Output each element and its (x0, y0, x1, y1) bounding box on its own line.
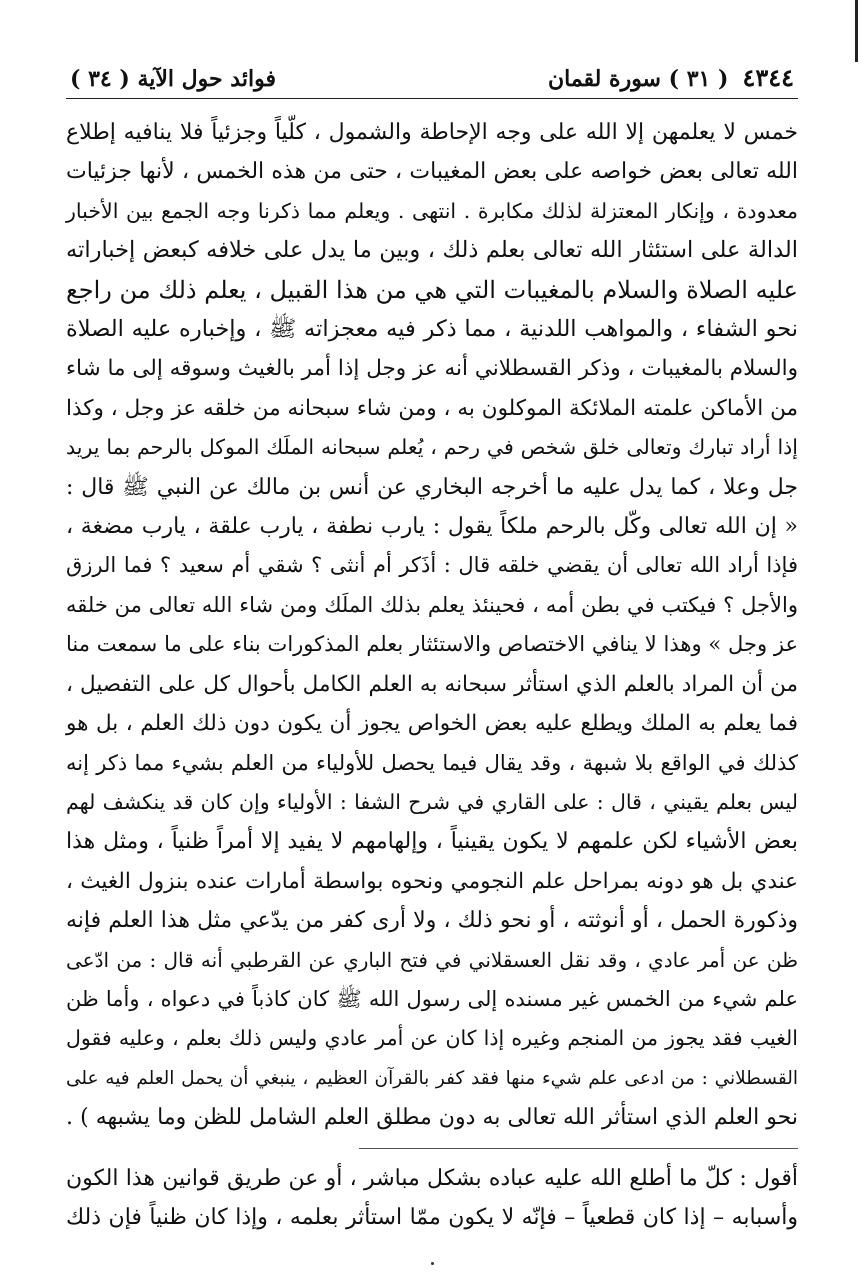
text-line: علم شيء من الخمس غير مسنده إلى رسول الله ﷺ كان كاذباً في دعواه ، وأما ظن (66, 986, 798, 1011)
text-line: وأسبابه – إذا كان قطعياً – فإنّه لا يكون ممّا استأثر بعلمه ، وإذا كان ظنياً فإن ذلك (66, 1204, 798, 1230)
text-line: جل وعلا ، كما يدل عليه ما أخرجه البخاري عن أنس بن مالك عن النبي ﷺ قال : (66, 474, 798, 500)
paragraph-2 (66, 1159, 798, 1238)
text-line: والسلام بالمغيبات ، وذكر القسطلاني أنه عز وجل إذا أمر بالغيث وسوقه إلى ما شاء (65, 356, 798, 382)
text-line: نحو العلم الذي استأثر الله تعالى به دون مطلق العلم الشامل للظن وما يشبهه ) . (66, 1105, 798, 1131)
text-line: كذلك في الواقع بلا شبهة ، وقد يقال فيما يحصل للأولياء من العلم بشيء مما ذكر إنه (66, 750, 798, 775)
page-number: ٤٣٤٤ (742, 63, 794, 92)
main-text (66, 113, 798, 1237)
text-line: « إن الله تعالى وكّل بالرحم ملكاً يقول : يارب نطفة ، يارب علقة ، يارب مضغة ، (66, 514, 798, 540)
page-mark (431, 1262, 434, 1265)
text-line: الله تعالى بعض خواصه على بعض المغيبات ، حتى من هذه الخمس ، لأنها جزئيات (66, 159, 798, 185)
text-line: عندي بل هو دونه بمراحل علم النجومي ونحوه بواسطة أمارات عنده بنزول الغيث ، (66, 868, 798, 894)
text-line: والأجل ؟ فيكتب في بطن أمه ، فحينئذ يعلم بذلك الملَك ومن شاء الله تعالى من خلقه (66, 592, 798, 617)
text-line: القسطلاني : من ادعى علم شيء منها فقد كفر بالقرآن العظيم ، ينبغي أن يحمل العلم فيه على (66, 1067, 798, 1089)
text-line: خمس لا يعلمهن إلا الله على وجه الإحاطة والشمول ، كلّياً وجزئياً فلا ينافيه إطلاع (66, 120, 798, 145)
text-line: من الأماكن علمته الملائكة الموكلون به ، ومن شاء سبحانه من خلقه عز وجل ، وكذا (66, 395, 798, 421)
text-line: من أن المراد بالعلم الذي استأثر سبحانه به العلم الكامل بأحوال كل على التفصيل ، (66, 671, 798, 697)
surah-title: ( ٣١ ) سورة لقمان (547, 66, 729, 92)
paragraph-divider (359, 1148, 798, 1149)
section-title: فوائد حول الآية ( ٣٤ ) (70, 66, 276, 92)
margin-mark (855, 0, 858, 62)
text-line: الدالة على استئثار الله تعالى بعلم ذلك ، وبين ما يدل على خلافه كبعض إخباراته (66, 237, 798, 264)
running-header (66, 56, 798, 99)
text-line: الغيب فقد يجوز من المنجم وغيره إذا كان عن أمر عادي وليس ذلك بعلم ، وعليه فقول (66, 1026, 798, 1051)
text-line: معدودة ، وإنكار المعتزلة لذلك مكابرة . انتهى . ويعلم مما ذكرنا وجه الجمع بين الأخبار (66, 198, 798, 223)
text-line: وذكورة الحمل ، أو أنوثته ، أو نحو ذلك ، ولا أرى كفر من يدّعي مثل هذا العلم فإنه (66, 908, 798, 934)
text-line: فما يعلم به الملك ويطلع عليه بعض الخواص يجوز أن يكون دون ذلك العلم ، بل هو (66, 711, 798, 737)
text-line: بعض الأشياء لكن علمهم لا يكون يقينياً ، وإلهامهم لا يفيد إلا أمراً ظنياً ، ومثل هذا (66, 829, 798, 855)
paragraph-1 (66, 113, 798, 1138)
text-line: نحو الشفاء ، والمواهب اللدنية ، مما ذكر فيه معجزاته ﷺ ، وإخباره عليه الصلاة (66, 316, 798, 343)
text-line: فإذا أراد الله تعالى أن يقضي خلقه قال : أذَكر أم أنثى ؟ شقي أم سعيد ؟ فما الرزق (66, 553, 798, 578)
text-line: ظن عن أمر عادي ، وقد نقل العسقلاني في فتح الباري عن القرطبي أنه قال : من ادّعى (66, 947, 798, 972)
text-line: عليه الصلاة والسلام بالمغيبات التي هي من هذا القبيل ، يعلم ذلك من راجع (66, 275, 798, 304)
text-line: عز وجل » وهذا لا ينافي الاختصاص والاستئثار بعلم المذكورات بناء على ما سمعت منا (66, 632, 798, 657)
text-line: أقول : كلّ ما أطلع الله عليه عباده بشكل مباشر ، أو عن طريق قوانين هذا الكون (66, 1165, 798, 1191)
text-line: ليس بعلم يقيني ، قال : على القاري في شرح الشفا : الأولياء وإن كان قد ينكشف لهم (66, 789, 798, 814)
text-line: إذا أراد تبارك وتعالى خلق شخص في رحم ، يُعلم سبحانه الملَك الموكل بالرحم بما يريد (66, 435, 798, 460)
header-right (548, 63, 794, 92)
